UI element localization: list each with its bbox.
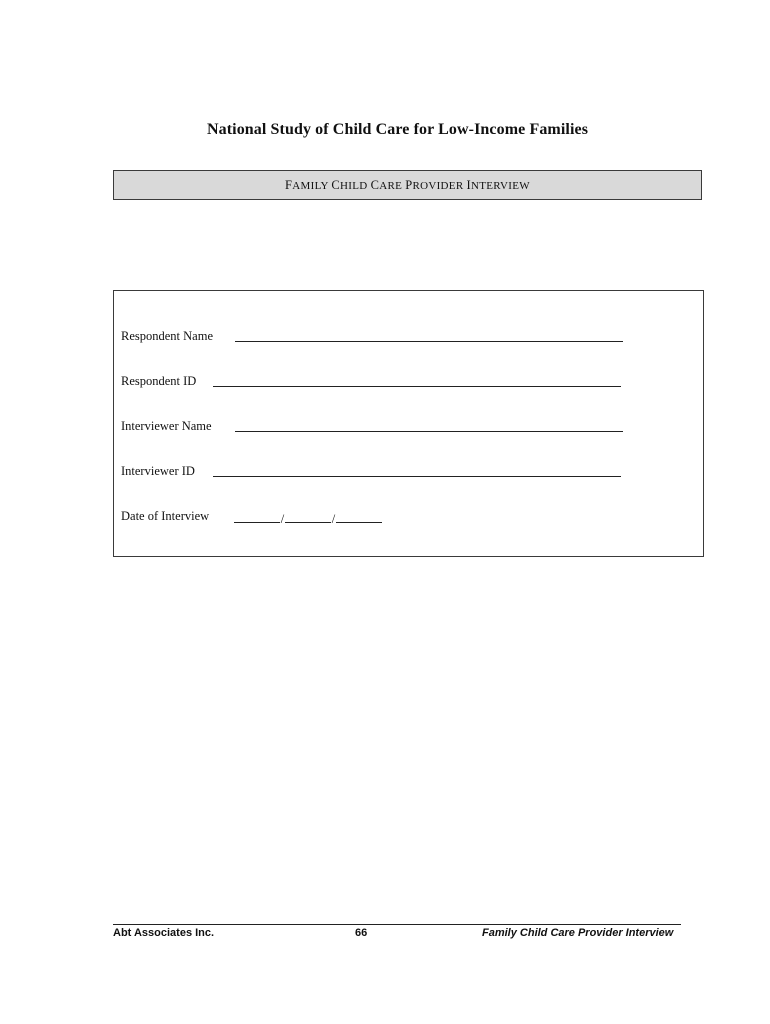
- respondent-info-box: [113, 290, 704, 557]
- respondent-id-label: Respondent ID: [121, 374, 197, 388]
- respondent-name-row: [121, 329, 213, 344]
- banner-word: PROVIDER: [405, 177, 464, 192]
- banner-word: INTERVIEW: [466, 177, 530, 192]
- footer-rule: [113, 924, 681, 925]
- date-fields: [234, 509, 382, 527]
- footer-organization: Abt Associates Inc.: [113, 927, 215, 939]
- footer-page-number: 66: [355, 927, 368, 939]
- banner-word: CHILD: [331, 177, 368, 192]
- interviewer-id-label: Interviewer ID: [121, 464, 195, 478]
- date-of-interview-row: [121, 509, 336, 526]
- date-day-field[interactable]: [285, 509, 331, 523]
- banner-title: [285, 178, 530, 193]
- document-title: National Study of Child Care for Low-Income Families: [206, 121, 589, 138]
- respondent-name-label: Respondent Name: [121, 329, 213, 343]
- interviewer-name-row: [121, 419, 212, 434]
- banner-word: FAMILY: [285, 177, 329, 192]
- interviewer-id-row: [121, 464, 195, 479]
- respondent-id-row: [121, 374, 196, 389]
- date-year-field[interactable]: [336, 509, 382, 523]
- respondent-id-field[interactable]: [213, 386, 621, 387]
- respondent-name-field[interactable]: [235, 341, 623, 342]
- footer-document-title: Family Child Care Provider Interview: [482, 927, 674, 939]
- section-banner: [113, 170, 702, 200]
- interviewer-name-label: Interviewer Name: [121, 419, 212, 433]
- date-month-field[interactable]: [234, 509, 280, 523]
- date-separator: /: [280, 512, 285, 526]
- banner-word: CARE: [370, 177, 403, 192]
- interviewer-name-field[interactable]: [235, 431, 623, 432]
- date-separator: /: [331, 512, 336, 526]
- date-of-interview-label: Date of Interview: [121, 509, 210, 523]
- interviewer-id-field[interactable]: [213, 476, 621, 477]
